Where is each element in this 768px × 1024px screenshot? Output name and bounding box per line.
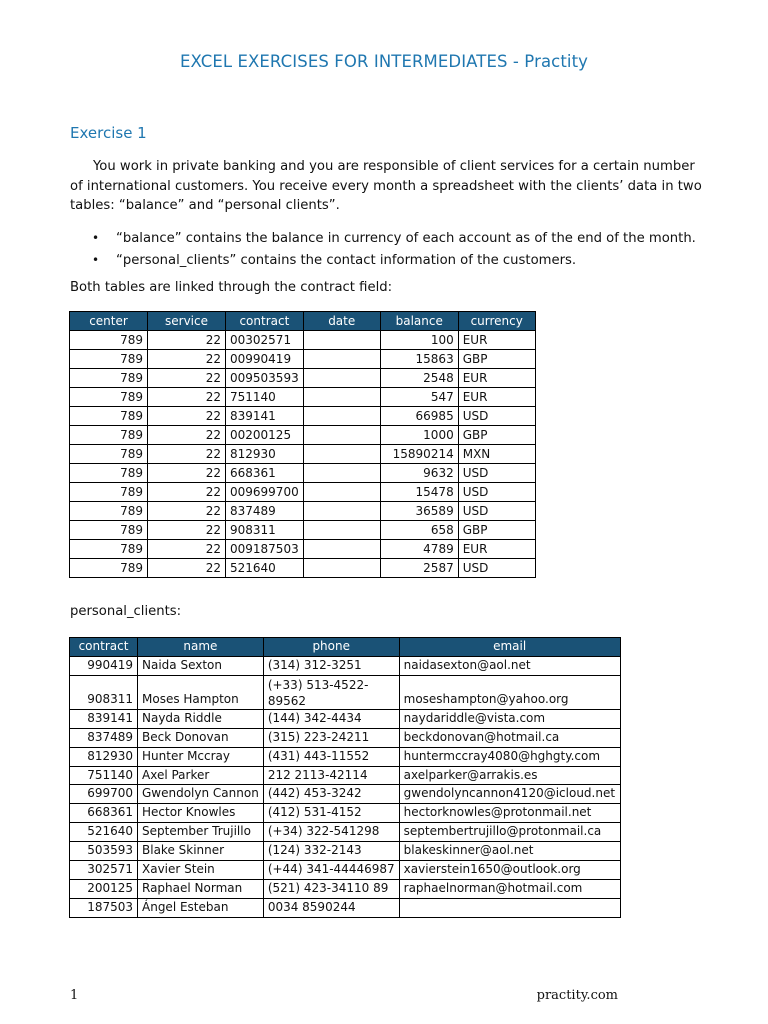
exercise-heading: Exercise 1 [70,124,147,142]
table-cell: 658 [380,521,458,540]
table-cell: (412) 531-4152 [263,804,399,823]
balance-table [69,311,536,578]
table-cell [303,331,380,350]
table-cell: 751140 [226,388,304,407]
page-number: 1 [70,988,79,1003]
table-cell: EUR [458,369,535,388]
table-cell: 789 [70,464,148,483]
table-cell [303,521,380,540]
table-cell: xavierstein1650@outlook.org [399,861,620,880]
table-cell: 839141 [226,407,304,426]
linked-text: Both tables are linked through the contract field: [70,280,393,295]
personal-body [70,656,621,917]
balance-header-cell: center [70,312,148,331]
table-cell: (+33) 513-4522-89562 [263,675,399,709]
table-cell: USD [458,483,535,502]
table-row [70,331,536,350]
table-cell: 22 [148,559,226,578]
table-cell: (+44) 341-44446987 [263,861,399,880]
personal-header-cell: name [138,638,264,657]
table-row [70,898,621,917]
table-cell: 00990419 [226,350,304,369]
table-cell: gwendolyncannon4120@icloud.net [399,785,620,804]
intro-text: You work in private banking and you are responsible of client services for a certain number of international customers. You receive every month a spreadsheet with the clients’ data in two tables: “balance” and “personal clients”. [70,159,702,213]
table-row [70,483,536,502]
balance-body [70,331,536,578]
table-cell: huntermccray4080@hghgty.com [399,747,620,766]
table-cell: Raphael Norman [138,879,264,898]
balance-header-cell: service [148,312,226,331]
table-cell: Naida Sexton [138,656,264,675]
table-row [70,656,621,675]
table-cell: 22 [148,521,226,540]
table-cell: 00302571 [226,331,304,350]
table-cell: 36589 [380,502,458,521]
table-row [70,521,536,540]
table-cell: 789 [70,540,148,559]
bullet-icon: • [92,252,100,267]
table-cell: 009699700 [226,483,304,502]
table-cell: 0034 8590244 [263,898,399,917]
table-cell: USD [458,407,535,426]
table-cell: Hunter Mccray [138,747,264,766]
balance-header-cell: contract [226,312,304,331]
table-cell: 789 [70,350,148,369]
table-cell: Xavier Stein [138,861,264,880]
table-cell: 789 [70,426,148,445]
bullet-list [70,228,710,271]
table-row [70,559,536,578]
table-cell [303,483,380,502]
table-cell [303,502,380,521]
personal-clients-label: personal_clients: [70,604,182,619]
table-cell: 2587 [380,559,458,578]
table-cell: axelparker@arrakis.es [399,766,620,785]
table-row [70,426,536,445]
table-cell: 302571 [70,861,138,880]
table-cell: (431) 443-11552 [263,747,399,766]
table-cell: 812930 [70,747,138,766]
table-row [70,388,536,407]
table-cell: Axel Parker [138,766,264,785]
table-cell: (+34) 322-541298 [263,823,399,842]
table-cell: 22 [148,331,226,350]
table-cell: naidasexton@aol.net [399,656,620,675]
table-row [70,766,621,785]
table-cell: September Trujillo [138,823,264,842]
table-cell: 22 [148,483,226,502]
table-cell: 22 [148,388,226,407]
table-row [70,445,536,464]
personal-header-cell: phone [263,638,399,657]
table-cell: 789 [70,502,148,521]
table-row [70,728,621,747]
table-cell: MXN [458,445,535,464]
table-cell: Nayda Riddle [138,709,264,728]
table-cell: 22 [148,464,226,483]
table-cell: 908311 [226,521,304,540]
table-cell: raphaelnorman@hotmail.com [399,879,620,898]
table-cell: USD [458,464,535,483]
table-cell: 1000 [380,426,458,445]
table-cell: (442) 453-3242 [263,785,399,804]
table-cell [303,350,380,369]
table-cell: 789 [70,559,148,578]
table-cell: GBP [458,350,535,369]
table-cell: (521) 423-34110 89 [263,879,399,898]
bullet-item-personal-clients [70,250,710,272]
table-cell: blakeskinner@aol.net [399,842,620,861]
table-row [70,709,621,728]
table-cell: USD [458,559,535,578]
bullet-text: “personal_clients” contains the contact information of the customers. [116,252,577,268]
table-cell: 699700 [70,785,138,804]
table-cell [303,407,380,426]
table-cell: Blake Skinner [138,842,264,861]
table-cell [303,369,380,388]
table-cell [303,540,380,559]
table-cell: EUR [458,540,535,559]
table-cell: GBP [458,521,535,540]
table-cell: 009503593 [226,369,304,388]
table-cell: hectorknowles@protonmail.net [399,804,620,823]
table-row [70,823,621,842]
table-cell: Ángel Esteban [138,898,264,917]
table-cell: naydariddle@vista.com [399,709,620,728]
table-cell: 908311 [70,675,138,709]
table-row [70,464,536,483]
table-cell [303,426,380,445]
table-cell: 789 [70,521,148,540]
table-cell: moseshampton@yahoo.org [399,675,620,709]
table-cell [399,898,620,917]
table-cell: 15863 [380,350,458,369]
table-cell: Beck Donovan [138,728,264,747]
table-cell: 00200125 [226,426,304,445]
table-cell: 66985 [380,407,458,426]
table-cell: 521640 [226,559,304,578]
table-cell: 212 2113-42114 [263,766,399,785]
table-row [70,804,621,823]
table-cell: 100 [380,331,458,350]
table-cell: 15890214 [380,445,458,464]
table-cell: 789 [70,445,148,464]
table-cell: 789 [70,369,148,388]
table-cell: GBP [458,426,535,445]
table-row [70,502,536,521]
table-row [70,350,536,369]
table-cell: Hector Knowles [138,804,264,823]
table-cell: (314) 312-3251 [263,656,399,675]
table-cell [303,464,380,483]
table-cell: Gwendolyn Cannon [138,785,264,804]
table-cell: 22 [148,445,226,464]
table-cell: USD [458,502,535,521]
table-cell: 503593 [70,842,138,861]
table-cell: septembertrujillo@protonmail.ca [399,823,620,842]
table-cell: 15478 [380,483,458,502]
table-row [70,879,621,898]
table-cell: 521640 [70,823,138,842]
table-cell [303,559,380,578]
table-cell: 839141 [70,709,138,728]
table-cell: 187503 [70,898,138,917]
table-row [70,861,621,880]
table-cell: (124) 332-2143 [263,842,399,861]
table-cell: 789 [70,388,148,407]
table-cell: 837489 [70,728,138,747]
table-cell: 789 [70,483,148,502]
table-cell: 200125 [70,879,138,898]
table-cell: 4789 [380,540,458,559]
table-cell: 789 [70,331,148,350]
table-cell [303,445,380,464]
table-cell: 547 [380,388,458,407]
table-cell [303,388,380,407]
table-cell: EUR [458,388,535,407]
table-row [70,675,621,709]
table-cell: 9632 [380,464,458,483]
table-cell: beckdonovan@hotmail.ca [399,728,620,747]
balance-header-cell: currency [458,312,535,331]
table-cell: 751140 [70,766,138,785]
table-cell: 22 [148,369,226,388]
table-row [70,785,621,804]
table-cell: 668361 [70,804,138,823]
table-cell: 837489 [226,502,304,521]
table-cell: EUR [458,331,535,350]
table-cell: 668361 [226,464,304,483]
table-cell: 2548 [380,369,458,388]
personal-header-cell: contract [70,638,138,657]
bullet-item-balance [70,228,710,250]
balance-header-row [70,312,536,331]
table-cell: 22 [148,407,226,426]
table-row [70,842,621,861]
table-cell: 789 [70,407,148,426]
table-cell: (315) 223-24211 [263,728,399,747]
table-cell: 22 [148,540,226,559]
personal-clients-table [69,637,621,918]
personal-header-cell: email [399,638,620,657]
intro-paragraph [70,157,710,216]
table-cell: 22 [148,426,226,445]
bullet-icon: • [92,231,100,245]
table-row [70,407,536,426]
balance-header-cell: date [303,312,380,331]
table-row [70,747,621,766]
footer-brand: practity.com [536,988,618,1003]
table-cell: 009187503 [226,540,304,559]
document-title: EXCEL EXERCISES FOR INTERMEDIATES - Practity [179,52,589,71]
table-cell: Moses Hampton [138,675,264,709]
table-cell: 990419 [70,656,138,675]
table-cell: 22 [148,350,226,369]
personal-header-row [70,638,621,657]
bullet-text: “balance” contains the balance in currency of each account as of the end of the month. [116,231,696,246]
table-cell: 812930 [226,445,304,464]
table-cell: (144) 342-4434 [263,709,399,728]
table-row [70,369,536,388]
balance-header-cell: balance [380,312,458,331]
table-row [70,540,536,559]
table-cell: 22 [148,502,226,521]
